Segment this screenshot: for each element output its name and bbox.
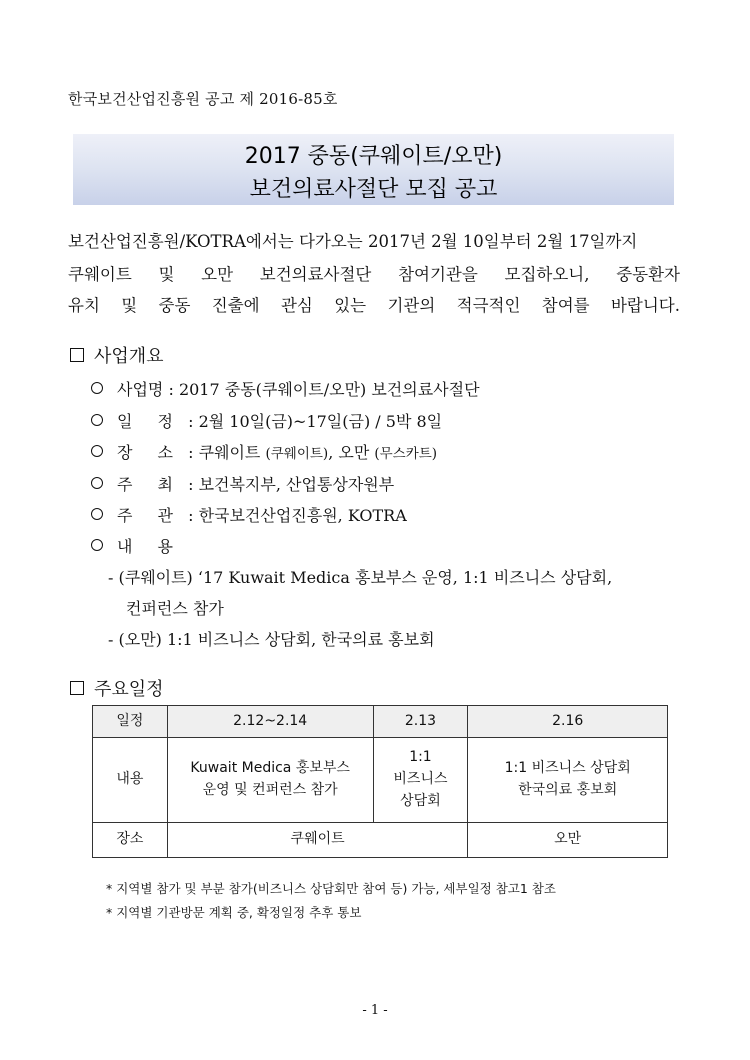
date-cell: 2.16 (468, 706, 668, 738)
item-separator: : (183, 412, 199, 431)
title-banner (73, 134, 674, 205)
circle-bullet-icon (91, 445, 103, 457)
place-cell-kuwait: 쿠웨이트 (167, 823, 468, 858)
item-value: 보건복지부, 산업통상자원부 (198, 475, 395, 494)
content-item-kuwait-cont: 컨퍼런스 참가 (126, 599, 224, 618)
page-number: - 1 - (362, 1003, 388, 1018)
circle-bullet-icon (91, 539, 103, 551)
circle-bullet-icon (91, 508, 103, 520)
section-heading-overview (70, 342, 164, 368)
item-value: 2017 중동(쿠웨이트/오만) 보건의료사절단 (178, 380, 480, 399)
item-value: 쿠웨이트 (198, 443, 261, 462)
schedule-table (92, 705, 668, 858)
checkbox-square-icon (70, 348, 84, 362)
item-label: 주 관 (117, 506, 183, 525)
cell-line: 비즈니스 (393, 771, 448, 788)
cell-line: 1:1 비즈니스 상담회 (504, 760, 631, 777)
content-cell (167, 738, 373, 823)
cell-line: Kuwait Medica 홍보부스 (190, 760, 350, 777)
content-item-kuwait: - (쿠웨이트) ‘17 Kuwait Medica 홍보부스 운영, 1:1 비즈니스 상담회, (108, 568, 613, 587)
title-line-2: 보건의료사절단 모집 공고 (249, 177, 498, 202)
location-note-kuwait: (쿠웨이트) (265, 446, 329, 462)
cell-line: 운영 및 컨퍼런스 참가 (202, 782, 338, 798)
place-cell-oman: 오만 (468, 823, 668, 858)
item-label: 장 소 (117, 443, 183, 462)
circle-bullet-icon (91, 382, 103, 394)
section-title: 주요일정 (94, 679, 164, 700)
date-cell: 2.12~2.14 (167, 706, 373, 738)
circle-bullet-icon (91, 477, 103, 489)
circle-bullet-icon (91, 414, 103, 426)
note-1: * 지역별 참가 및 부분 참가(비즈니스 상담회만 참여 등) 가능, 세부일정 참고1 참조 (106, 881, 556, 896)
intro-line-1: 보건산업진흥원/KOTRA에서는 다가오는 2017년 2월 10일부터 2월 17일까지 (68, 232, 638, 251)
overview-item-location (91, 440, 437, 463)
content-cell (373, 738, 468, 823)
intro-line-2: 쿠웨이트 및 오만 보건의료사절단 참여기관을 모집하오니, 중동환자 (68, 265, 680, 284)
item-separator: : (183, 443, 199, 462)
date-cell: 2.13 (373, 706, 468, 738)
item-value: 한국보건산업진흥원, KOTRA (198, 506, 407, 525)
intro-line-3: 유치 및 중동 진출에 관심 있는 기관의 적극적인 참여를 바랍니다. (68, 296, 680, 315)
item-label: 사업명 (117, 380, 164, 399)
item-separator: : (163, 380, 179, 399)
cell-line: 1:1 (409, 749, 432, 766)
item-value: 2월 10일(금)~17일(금) / 5박 8일 (198, 412, 443, 431)
overview-item-name (91, 377, 480, 400)
item-label: 내 용 (117, 537, 183, 556)
item-separator: : (183, 506, 199, 525)
content-cell (468, 738, 668, 823)
checkbox-square-icon (70, 681, 84, 695)
item-label: 일 정 (117, 412, 183, 431)
overview-item-organizer (91, 503, 407, 526)
content-item-oman: - (오만) 1:1 비즈니스 상담회, 한국의료 홍보회 (108, 630, 435, 649)
note-2: * 지역별 기관방문 계획 중, 확정일정 추후 통보 (106, 905, 362, 920)
overview-item-content (91, 534, 183, 557)
row-label-date: 일정 (93, 706, 168, 738)
row-label-place: 장소 (93, 823, 168, 858)
title-line-1: 2017 중동(쿠웨이트/오만) (244, 144, 503, 169)
overview-item-schedule (91, 409, 442, 432)
section-heading-schedule (70, 675, 164, 701)
section-title: 사업개요 (94, 346, 164, 367)
notice-number: 한국보건산업진흥원 공고 제 2016-85호 (68, 90, 338, 108)
table-row (93, 823, 668, 858)
cell-line: 상담회 (400, 792, 441, 809)
location-note-muscat: (무스카트) (374, 446, 438, 462)
table-row (93, 706, 668, 738)
overview-item-host (91, 472, 394, 495)
table-row (93, 738, 668, 823)
item-label: 주 최 (117, 475, 183, 494)
row-label-content: 내용 (93, 738, 168, 823)
cell-line: 한국의료 홍보회 (518, 782, 618, 798)
item-separator: : (183, 475, 199, 494)
location-oman: , 오만 (328, 443, 370, 462)
